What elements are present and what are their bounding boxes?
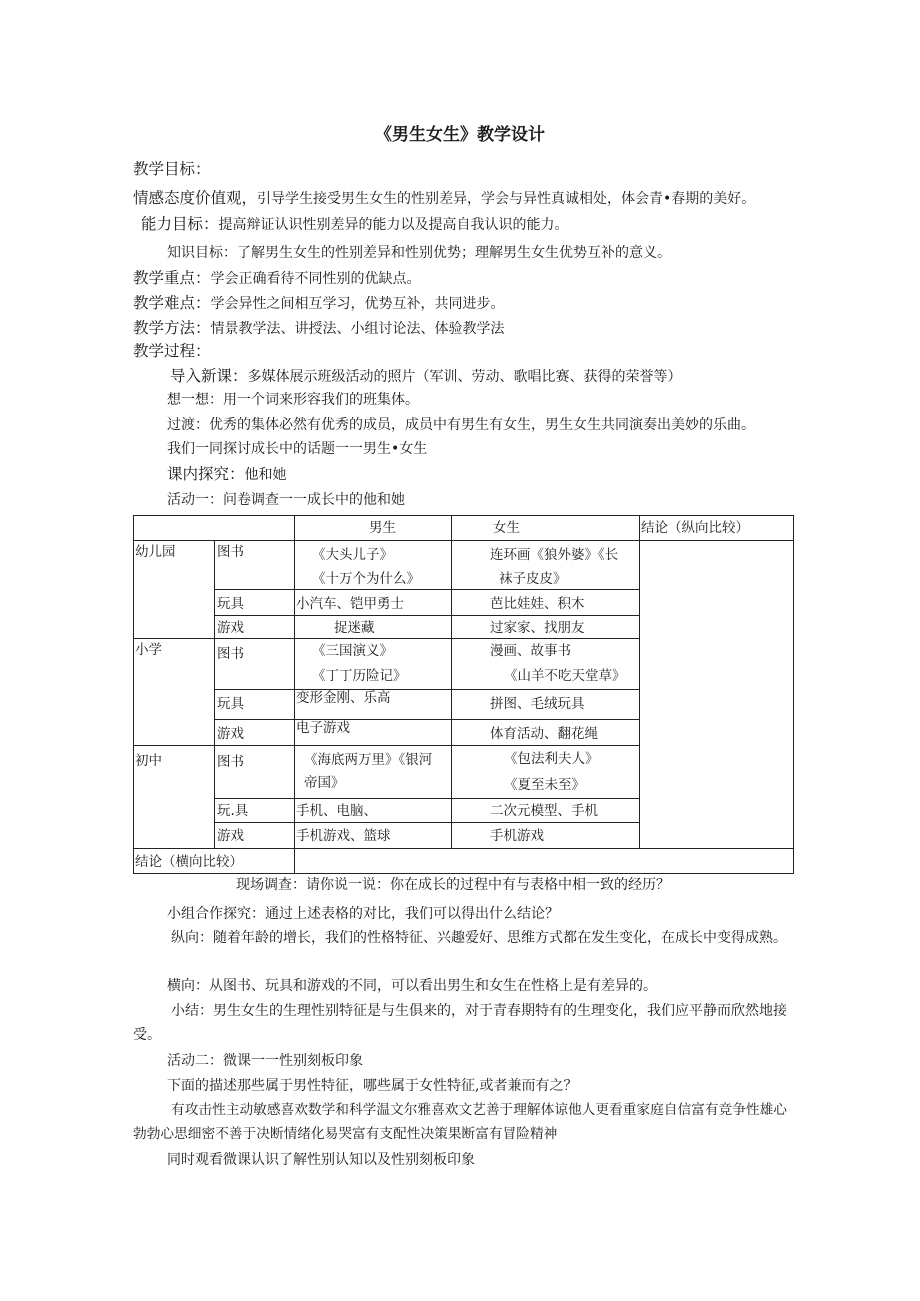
activity-two: 活动二：微课一一性别刻板印象 [167,1053,363,1069]
method-text: 情景教学法、讲授法、小组讨论法、体验教学法 [210,321,505,337]
category-cell: 游戏 [217,620,244,636]
inclass-text: 他和她 [244,467,287,483]
ability-text: 提高辩证认识性别差异的能力以及提高自我认识的能力。 [218,217,569,233]
intro [170,367,682,386]
emotion-text: 引导学生接受男生女生的性别差异，学会与异性真诚相处，体会青•春期的美好。 [257,191,756,207]
header-girls: 女生 [493,520,520,536]
table-border [214,540,215,848]
category-cell: 游戏 [217,726,244,742]
table-border [133,540,794,541]
boys-cell: 手机游戏、篮球 [296,828,391,844]
category-cell: 玩.具 [217,803,249,819]
girls-cell: 《山羊不吃天堂草》 [504,668,626,684]
emotion-goal [133,189,755,208]
table-border [133,638,639,639]
ability-goal [141,215,569,234]
table-border [214,822,639,823]
key-point-text: 学会正确看待不同性别的优缺点。 [210,271,421,287]
teaching-method [133,319,505,338]
table-border [639,515,640,848]
key-point [133,269,421,288]
table-border [133,873,794,874]
boys-cell: 变形金刚、乐高 [296,690,391,706]
intro-text: 多媒体展示班级活动的照片（军训、劳动、歌唱比赛、获得的荣誉等） [247,369,682,385]
summary: 小结：男生女生的生理性别特征是与生俱来的，对于青春期特有的生理变化，我们应平静而欣然地接受。 [133,1003,787,1043]
boys-cell: 电子游戏 [296,720,350,736]
boys-cell: 手机、电脑、 [296,803,377,819]
inclass-label: 课内探究： [167,465,245,483]
table-border [214,615,639,616]
transition: 过渡：优秀的集体必然有优秀的成员，成员中有男生有女生，男生女生共同演奏出美妙的乐曲。 [167,417,755,433]
girls-cell: 漫画、故事书 [490,643,571,659]
stage-primary: 小学 [135,642,162,658]
stage-junior-high: 初中 [135,753,162,769]
category-cell: 图书 [217,646,244,662]
boys-cell: 《三国演义》 [312,643,393,659]
vertical-conclusion: 纵向：随着年龄的增长，我们的性格特征、兴趣爱好、思维方式都在发生变化，在成长中变得成熟。 [171,930,787,946]
girls-cell: 《包法利夫人》 [504,751,599,767]
horizontal-conclusion: 横向：从图书、玩具和游戏的不同，可以看出男生和女生在性格上是有差异的。 [167,978,657,994]
boys-cell: 《海底两万里》《银河帝国》 [304,752,433,791]
category-cell: 图书 [217,544,244,560]
explore-together: 我们一同探讨成长中的话题一一男生•女生 [167,441,428,457]
process-heading: 教学过程： [133,342,211,360]
difficulty-text: 学会异性之间相互学习，优势互补，共同进步。 [210,296,505,312]
girls-cell: 连环画《狼外婆》《长 [490,547,619,563]
header-boys: 男生 [369,520,396,536]
traits-list: 有攻击性主动敏感喜欢数学和科学温文尔雅喜欢文艺善于理解体谅他人更看重家庭自信富有竞争性雄心勃勃心思细密不善于决断情绪化易哭富有支配性决策果断富有冒险精神 [133,1102,787,1142]
category-cell: 游戏 [217,828,244,844]
inclass [167,465,287,484]
stage-kindergarten: 幼儿园 [135,544,176,560]
boys-cell: 《丁丁历险记》 [312,668,407,684]
ability-label: 能力目标： [141,215,219,233]
think: 想一想：用一个词来形容我们的班集体。 [167,392,419,408]
table-border [793,515,794,874]
intro-label: 导入新课： [170,367,248,385]
category-cell: 玩具 [217,696,244,712]
table-border [214,798,639,799]
girls-cell: 拼图、毛绒玩具 [490,696,585,712]
girls-cell: 袜子皮皮》 [499,571,567,587]
girls-cell: 过家家、找朋友 [490,620,585,636]
knowledge-goal [167,244,671,262]
table-border [133,515,134,874]
group-explore: 小组合作探究：通过上述表格的对比，我们可以得出什么结论？ [167,906,559,922]
knowledge-text: 了解男生女生的性别差异和性别优势；理解男生女生优势互补的意义。 [237,245,671,261]
boys-cell: 捉迷藏 [334,620,375,636]
page-title: 《男生女生》教学设计 [375,125,545,145]
girls-cell: 芭比娃娃、积木 [490,596,585,612]
table-border [214,719,639,720]
table-border [451,515,452,848]
table-border [133,515,794,516]
girls-cell: 体育活动、翻花绳 [490,726,598,742]
difficulty [133,294,505,313]
header-conclusion-vertical: 结论（纵向比较） [641,520,749,536]
conclusion-horizontal: 结论（横向比较） [135,854,243,870]
girls-cell: 二次元模型、手机 [490,803,598,819]
category-cell: 图书 [217,754,244,770]
survey: 现场调查：请你说一说：你在成长的过程中有与表格中相一致的经历？ [236,877,670,893]
girls-cell: 手机游戏 [490,828,544,844]
question: 下面的描述那些属于男性特征，哪些属于女性特征,或者兼而有之？ [167,1078,578,1094]
final-note: 同时观看微课认识了解性别认知以及性别刻板印象 [167,1152,475,1168]
category-cell: 玩具 [217,596,244,612]
table-border [214,589,639,590]
table-border [133,745,639,746]
boys-cell: 《十万个为什么》 [312,571,420,587]
comparison-table [133,515,794,874]
boys-cell: 《大头儿子》 [312,547,393,563]
table-border [294,515,295,874]
table-border [133,848,794,849]
difficulty-label: 教学难点： [133,294,211,312]
boys-cell: 小汽车、铠甲勇士 [296,596,404,612]
knowledge-label: 知识目标： [167,245,237,261]
girls-cell: 《夏至未至》 [504,777,585,793]
emotion-label: 情感态度价值观， [133,189,258,207]
key-point-label: 教学重点： [133,269,211,287]
activity-one: 活动一：问卷调查一一成长中的他和她 [167,492,405,508]
goals-heading: 教学目标： [133,160,211,178]
table-border [214,689,639,690]
method-label: 教学方法： [133,319,211,337]
